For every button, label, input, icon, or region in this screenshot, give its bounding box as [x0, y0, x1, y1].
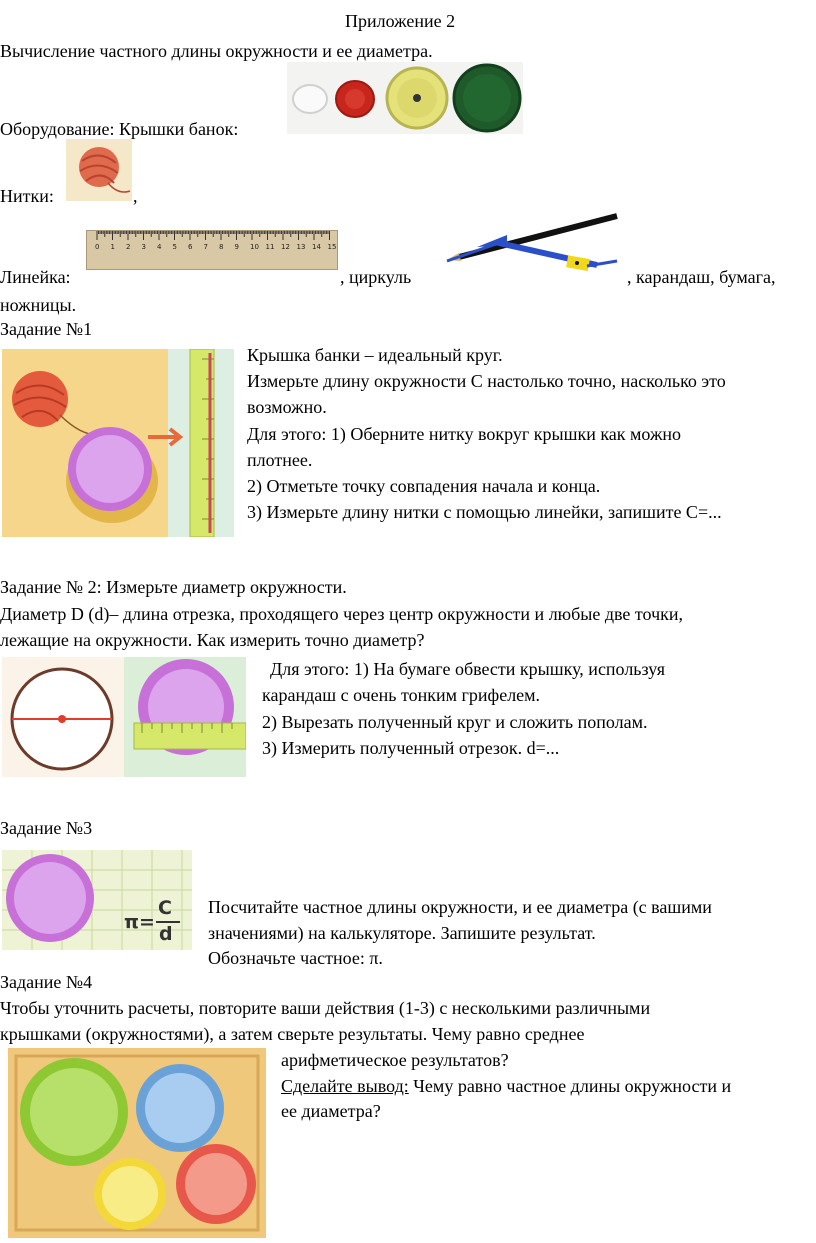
task4-line-1: Чтобы уточнить расчеты, повторите ваши действия (1-3) с несколькими различными — [0, 998, 651, 1018]
ruler-number: 7 — [203, 243, 208, 251]
ruler-number: 1 — [110, 243, 115, 251]
task4-line-5: ее диаметра? — [281, 1101, 381, 1121]
document-title: Вычисление частного длины окружности и ее диаметра. — [0, 41, 433, 61]
ruler-number: 4 — [157, 243, 162, 251]
task2-heading: Задание № 2: Измерьте диаметр окружности. — [0, 577, 347, 597]
task4-line-4 — [281, 1075, 731, 1097]
ruler-number: 0 — [95, 243, 100, 251]
task1-line-4: Для этого: 1) Оберните нитку вокруг крышки как можно — [247, 424, 682, 444]
threads-label: Нитки: — [0, 186, 54, 206]
ruler-number: 11 — [265, 243, 275, 251]
ruler-number: 13 — [296, 243, 306, 251]
ruler-label: Линейка: — [0, 267, 71, 287]
task1-line-7: 3) Измерьте длину нитки с помощью линейки, запишите С=... — [247, 502, 722, 522]
ruler-number: 9 — [234, 243, 239, 251]
task2-line-1: Для этого: 1) На бумаге обвести крышку, используя — [270, 659, 666, 679]
formula-numerator: C — [158, 897, 172, 919]
task1-line-2: Измерьте длину окружности C настолько точно, насколько это — [247, 371, 726, 391]
task1-heading: Задание №1 — [0, 319, 93, 339]
ruler-number: 2 — [126, 243, 131, 251]
ruler-number: 6 — [188, 243, 193, 251]
task3-line-3: Обозначьте частное: π. — [208, 948, 383, 968]
ruler-photo — [86, 230, 338, 270]
appendix-header: Приложение 2 — [345, 11, 456, 31]
task2-definition-2: лежащие на окружности. Как измерить точно диаметр? — [0, 630, 425, 650]
ruler-number: 14 — [312, 243, 321, 251]
formula-denominator: d — [159, 923, 173, 945]
conclusion-text: Чему равно частное длины окружности и — [408, 1076, 732, 1096]
task2-definition-1: Диаметр D (d)– длина отрезка, проходящего через центр окружности и любые две точки, — [0, 604, 683, 624]
task2-line-3: 2) Вырезать полученный круг и сложить пополам. — [262, 712, 648, 732]
ruler-number: 5 — [172, 243, 177, 251]
task3-line-2: значениями) на калькуляторе. Запишите результат. — [208, 923, 596, 943]
thread-ball-photo — [66, 139, 132, 201]
task1-line-6: 2) Отметьте точку совпадения начала и конца. — [247, 476, 601, 496]
task2-illustration — [2, 657, 246, 777]
formula-pi: π= — [124, 911, 155, 933]
threads-comma: , — [133, 186, 138, 206]
jar-lids-photo — [287, 62, 523, 134]
scissors-text: ножницы. — [0, 295, 77, 315]
task4-illustration — [8, 1048, 266, 1238]
ruler-number: 10 — [250, 243, 259, 251]
equipment-tail: , карандаш, бумага, — [627, 267, 776, 287]
task1-line-1: Крышка банки – идеальный круг. — [247, 345, 503, 365]
task1-line-5: плотнее. — [247, 450, 313, 470]
task3-line-1: Посчитайте частное длины окружности, и ее диаметра (с вашими — [208, 897, 712, 917]
task1-line-3: возможно. — [247, 397, 327, 417]
ruler-number: 3 — [141, 243, 146, 251]
task3-heading: Задание №3 — [0, 818, 93, 838]
equipment-label: Оборудование: Крышки банок: — [0, 119, 239, 139]
task4-line-2: крышками (окружностями), а затем сверьте результаты. Чему равно среднее — [0, 1024, 585, 1044]
ruler-number: 12 — [281, 243, 290, 251]
ruler-number: 15 — [327, 243, 337, 251]
task2-line-2: карандаш с очень тонким грифелем. — [262, 685, 541, 705]
ruler-number: 8 — [219, 243, 224, 251]
conclusion-label: Сделайте вывод: — [281, 1076, 409, 1096]
task1-illustration — [2, 349, 234, 537]
task4-heading: Задание №4 — [0, 972, 93, 992]
task4-line-3: арифметическое результатов? — [281, 1050, 509, 1070]
task2-line-4: 3) Измерить полученный отрезок. d=... — [262, 738, 560, 758]
compass-pencil-photo — [437, 213, 627, 278]
compass-label: , циркуль — [340, 267, 412, 287]
